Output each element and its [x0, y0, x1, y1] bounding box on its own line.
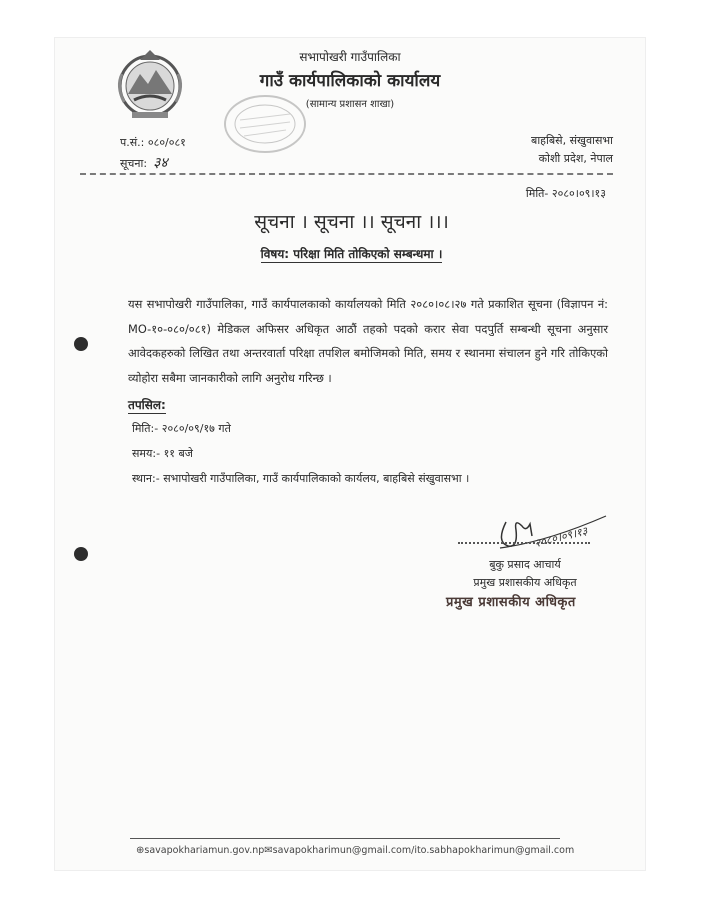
issue-date: मिति- २०८०।०९।१३	[525, 187, 606, 200]
office-title: गाउँ कार्यपालिकाको कार्यालय	[259, 71, 441, 91]
punch-hole	[74, 337, 88, 351]
subject-text: विषय: परिक्षा मिति तोकिएको सम्बन्धमा ।	[260, 247, 443, 261]
signatory-name: बुकु प्रसाद आचार्य	[489, 558, 561, 571]
footer-divider	[130, 838, 560, 839]
subject-line	[0, 245, 703, 262]
signatory-stamp: प्रमुख प्रशासकीय अधिकृत	[446, 595, 576, 610]
nepal-emblem-icon	[110, 44, 190, 124]
footer-email-1: savapokharimun@gmail.com	[272, 845, 412, 856]
reference-number: प.सं.: ०८०/०८१	[120, 136, 186, 149]
schedule-time: समय:- ११ बजे	[132, 447, 193, 460]
office-name: सभापोखरी गाउँपालिका	[299, 50, 401, 64]
notice-number-label: सूचना:	[120, 157, 148, 170]
signature-date: २०८०।०९।१३	[533, 524, 589, 551]
address-line-1: बाहबिसे, संखुवासभा	[531, 134, 613, 147]
mail-icon: ✉	[264, 845, 273, 856]
branch-name: (सामान्य प्रशासन शाखा)	[305, 99, 395, 110]
notice-number-value: ३४	[153, 155, 168, 171]
notice-number	[120, 153, 168, 172]
footer-email-2: ito.sabhapokharimun@gmail.com	[414, 845, 575, 856]
schedule-place: स्थान:- सभापोखरी गाउँपालिका, गाउँ कार्यपालिकाको कार्यलय, बाहबिसे संखुवासभा ।	[132, 472, 470, 485]
address-line-2: कोशी प्रदेश, नेपाल	[538, 152, 613, 165]
header-divider	[80, 173, 613, 175]
schedule-date: मिति:- २०८०/०९/१७ गते	[132, 422, 231, 435]
footer-separator: /	[411, 845, 415, 856]
footer-contacts	[136, 845, 574, 856]
notice-body: यस सभापोखरी गाउँपालिका, गाउँ कार्यपालकाको कार्यालयको मिति २०८०।०८।२७ गते प्रकाशित सूचना (विज्ञापन नं: MO-१०-०८०/०८१) मेडिकल अफिसर अधिकृत आठौं तहको पदको करार सेवा पदपुर्ति सम्बन्धी सूचना अनुसार आवेदकहरुको लिखित तथा अन्तरवार्ता परिक्षा तपशिल बमोजिमको मिति, समय र स्थानमा संचालन हुने गरि तोकिएको व्योहोरा सबैमा जानकारीको लागि अनुरोध गरिन्छ ।	[128, 297, 608, 385]
schedule-heading: तपसिल:	[128, 398, 166, 412]
notice-title: सूचना । सूचना ।। सूचना ।।।	[254, 211, 449, 233]
signatory-post: प्रमुख प्रशासकीय अधिकृत	[473, 576, 577, 589]
signature-line	[458, 542, 590, 544]
footer-website: savapokhariamun.gov.np	[144, 845, 265, 856]
signature-icon	[486, 502, 616, 562]
globe-icon: ⊕	[136, 845, 145, 856]
punch-hole	[74, 547, 88, 561]
